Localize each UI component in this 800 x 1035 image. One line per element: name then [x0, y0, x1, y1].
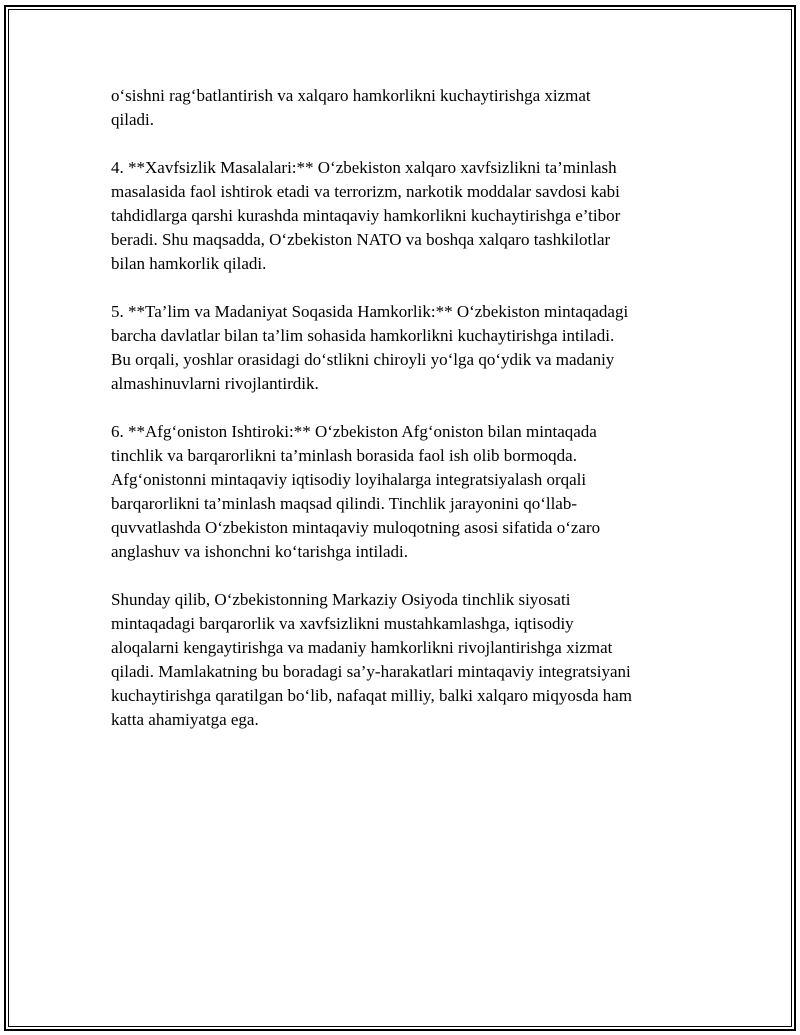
paragraph-continuation: o‘sishni rag‘batlantirish va xalqaro hamkorlikni kuchaytirishga xizmat qiladi.: [111, 86, 591, 129]
document-body: [111, 84, 691, 756]
paragraph-security-issues: 4. **Xavfsizlik Masalalari:** O‘zbekiston xalqaro xavfsizlikni ta’minlash masalasida faol ishtirok etadi va terrorizm, narkotik moddalar savdosi kabi tahdidlarga qarshi kurashda mintaqaviy hamkorlikni kuchaytirishga e’tibor beradi. Shu maqsadda, O‘zbekiston NATO va boshqa xalqaro tashkilotlar bilan hamkorlik qiladi.: [111, 158, 621, 273]
paragraph-afghanistan: 6. **Afg‘oniston Ishtiroki:** O‘zbekiston Afg‘oniston bilan mintaqada tinchlik va barqarorlikni ta’minlash borasida faol ish olib bormoqda. Afg‘onistonni mintaqaviy iqtisodiy loyihalarga integratsiyalash orqali barqarorlikni ta’minlash maqsad qilindi. Tinchlik jarayonini qo‘llab- quvvatlashda O‘zbekiston mintaqaviy muloqotning asosi sifatida o‘zaro anglashuv va ishonchni ko‘tarishga intiladi.: [111, 422, 601, 561]
paragraph-conclusion: Shunday qilib, O‘zbekistonning Markaziy Osiyoda tinchlik siyosati mintaqadagi barqarorlik va xavfsizlikni mustahkamlashga, iqtisodiy aloqalarni kengaytirishga va madaniy hamkorlikni rivojlantirishga xizmat qiladi. Mamlakatning bu boradagi sa’y-harakatlari mintaqaviy integratsiyani kuchaytirishga qaratilgan bo‘lib, nafaqat milliy, balki xalqaro miqyosda ham katta ahamiyatga ega.: [111, 590, 633, 729]
paragraph-education-culture: 5. **Ta’lim va Madaniyat Soqasida Hamkorlik:** O‘zbekiston mintaqadagi barcha davlatlar bilan ta’lim sohasida hamkorlikni kuchaytirishga intiladi. Bu orqali, yoshlar orasidagi do‘stlikni chiroyli yo‘lga qo‘ydik va madaniy almashinuvlarni rivojlantirdik.: [111, 302, 629, 393]
